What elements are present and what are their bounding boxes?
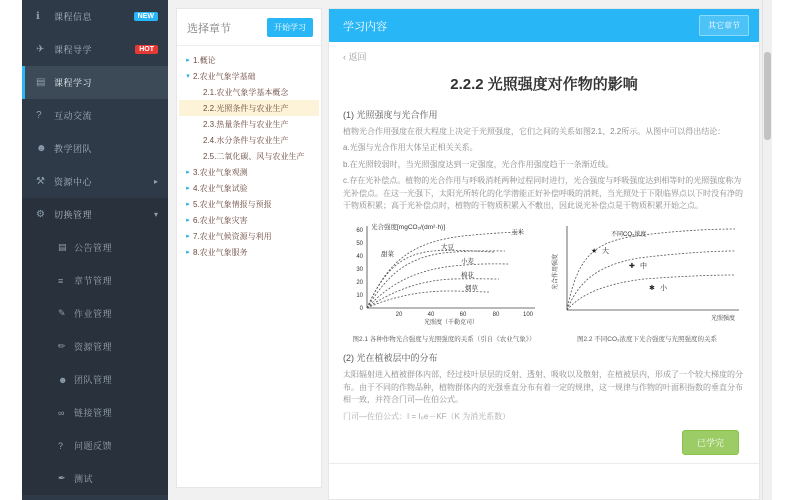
x-tick: 60 <box>459 312 467 319</box>
page-title: 2.2.2 光照强度对作物的影响 <box>450 76 638 93</box>
content-header-title: 学习内容 <box>343 20 387 33</box>
users-icon: ☻ <box>58 374 68 385</box>
section-1-heading: (1) 光照强度与光合作用 <box>343 110 438 120</box>
x-tick: 100 <box>522 312 534 319</box>
users-icon: ☻ <box>36 143 47 154</box>
sidebar-subitem-label: 公告管理 <box>74 243 113 253</box>
sidebar-submenu <box>22 231 168 495</box>
series-label-medium: 中 <box>640 263 647 271</box>
question-icon: ? <box>36 110 42 121</box>
tree-item-label: 2.5.二氧化碳、风与农业生产 <box>203 151 305 161</box>
sidebar-item-label: 互动交流 <box>54 111 93 121</box>
sidebar-subitem-label: 测试 <box>74 474 94 484</box>
tree-item-ch4[interactable] <box>179 180 319 196</box>
chevron-right-icon: ▸ <box>186 217 190 224</box>
hot-badge: HOT <box>135 45 158 54</box>
tree-item-label: 1.概论 <box>193 55 216 65</box>
new-badge: NEW <box>134 12 158 21</box>
sitemap-icon: ≡ <box>58 275 64 286</box>
question-icon: ? <box>58 440 64 451</box>
info-icon: ℹ <box>36 11 40 22</box>
right-gutter <box>772 0 800 500</box>
learning-content-panel <box>328 8 760 500</box>
link-icon: ∞ <box>58 407 65 418</box>
tree-item-label: 3.农业气象观测 <box>193 167 248 177</box>
y-tick: 30 <box>356 267 363 274</box>
chevron-right-icon: ▸ <box>186 57 190 64</box>
y-tick: 0 <box>359 306 363 313</box>
sidebar-item-course-guide[interactable] <box>22 33 168 66</box>
tree-item-ch1[interactable] <box>179 52 319 68</box>
tree-item-label: 5.农业气象情报与预报 <box>193 199 272 209</box>
y-axis-label: 光合作用强度 <box>553 254 559 291</box>
y-tick: 20 <box>356 280 363 287</box>
chevron-right-icon: ▸ <box>153 177 158 186</box>
start-learning-button[interactable]: 开始学习 <box>267 18 313 37</box>
tree-item-ch2-5[interactable] <box>179 148 319 164</box>
sidebar-subitem-label: 资源管理 <box>74 342 113 352</box>
sidebar <box>22 0 168 500</box>
sidebar-item-course-info[interactable] <box>22 0 168 33</box>
y-tick: 40 <box>356 254 363 261</box>
tree-item-label: 7.农业气候资源与利用 <box>193 231 272 241</box>
paragraph: b.在光照较弱时，当光照强度达到一定强度，光合作用强度趋于一条渐近线。 <box>343 159 614 169</box>
sidebar-item-interaction[interactable] <box>22 99 168 132</box>
sidebar-item-resource-center[interactable] <box>22 165 168 198</box>
chevron-down-icon: ▾ <box>153 210 158 219</box>
back-link[interactable]: ‹ 返回 <box>343 52 367 62</box>
book-icon: ▤ <box>58 242 67 252</box>
sidebar-item-teaching-team[interactable] <box>22 132 168 165</box>
tree-item-label: 2.3.热量条件与农业生产 <box>203 119 289 129</box>
x-axis-label: 光照强度 <box>711 316 736 323</box>
figure-2-2-caption: 图2.2 不同CO₂浓度下光合强度与光照强度的关系 <box>576 336 718 344</box>
tree-item-ch2[interactable] <box>179 68 319 84</box>
sidebar-item-label: 课程信息 <box>54 12 93 22</box>
scrollbar-thumb[interactable] <box>764 52 771 140</box>
sidebar-subitem-chapters[interactable] <box>22 264 168 297</box>
x-axis-label: 光照度（千勒克司） <box>423 320 479 327</box>
y-tick: 50 <box>356 241 363 248</box>
tree-item-label: 2.2.光照条件与农业生产 <box>203 103 289 113</box>
sidebar-item-management[interactable] <box>22 198 168 231</box>
sidebar-item-label: 教学团队 <box>54 144 93 154</box>
sidebar-subitem-announcements[interactable] <box>22 231 168 264</box>
chapter-tree <box>177 46 321 266</box>
pencil-icon: ✏ <box>58 341 66 351</box>
series-label-large: 大 <box>602 248 609 256</box>
paragraph: 太阳辐射进入植被群体内部，经过枝叶层层的反射、透射、吸收以及散射，在植被层内，形成了一个较大梯度的分布。由于不同的作物品种，植物群体内的光强垂直分布有着一定的规律，这一规律与作物的叶面积指数的垂直分布相一致，并符合门司—佐伯公式。 <box>343 370 743 405</box>
tree-item-label: 4.农业气象试验 <box>193 183 248 193</box>
sidebar-subitem-label: 问题反馈 <box>74 441 113 451</box>
sidebar-subitem-test[interactable] <box>22 462 168 495</box>
sidebar-item-label: 资源中心 <box>54 177 93 187</box>
formula-line: 门司—佐伯公式：I = I₀e－KF（K 为消光系数） <box>343 411 511 421</box>
tree-item-label: 2.1.农业气象学基本概念 <box>203 87 289 97</box>
sidebar-subitem-homework[interactable] <box>22 297 168 330</box>
tree-item-label: 2.4.水分条件与农业生产 <box>203 135 289 145</box>
chevron-right-icon: ▸ <box>186 249 190 256</box>
scrollbar-track[interactable] <box>762 0 771 500</box>
tree-item-ch7[interactable] <box>179 228 319 244</box>
chevron-right-icon: ▸ <box>186 169 190 176</box>
tree-item-ch5[interactable] <box>179 196 319 212</box>
send-icon: ✈ <box>36 44 45 55</box>
tree-item-ch8[interactable] <box>179 244 319 260</box>
series-label-small: 小 <box>660 285 667 293</box>
tree-item-label: 6.农业气象灾害 <box>193 215 248 225</box>
figure-2-2-chart <box>549 220 745 328</box>
cross-marker-icon: ✚ <box>629 263 635 271</box>
series-label-corn: 玉米 <box>511 229 524 237</box>
sidebar-subitem-links[interactable] <box>22 396 168 429</box>
paragraph: a.光强与光合作用大体呈正相关关系。 <box>343 143 478 153</box>
chevron-right-icon: ▸ <box>186 185 190 192</box>
star-marker-icon: ★ <box>591 248 598 256</box>
annotation-co2: 不同CO₂浓度 <box>611 232 647 239</box>
series-label-beet: 甜菜 <box>381 251 394 259</box>
chapter-panel <box>176 8 322 488</box>
wrench-icon: ⚒ <box>36 176 45 187</box>
sidebar-subitem-team[interactable] <box>22 363 168 396</box>
sidebar-subitem-label: 章节管理 <box>74 276 113 286</box>
figure-2-1-chart <box>343 220 545 328</box>
other-chapters-button[interactable]: 其它章节 <box>699 15 749 36</box>
book-icon: ▤ <box>36 77 46 88</box>
series-label-tobacco: 烟草 <box>465 285 478 293</box>
sidebar-item-course-learning[interactable] <box>22 66 168 99</box>
figure-2-1 <box>343 220 545 343</box>
chapter-panel-title: 选择章节 <box>187 22 231 35</box>
tree-item-ch3[interactable] <box>179 164 319 180</box>
asterisk-marker-icon: ✱ <box>649 285 655 293</box>
paragraph: 植物光合作用强度在很大程度上决定于光照强度，它们之间的关系如图2.1、2.2所示。从图中可以得出结论： <box>343 127 726 136</box>
series-label-soybean: 大豆 <box>441 244 454 252</box>
y-tick: 10 <box>356 293 363 300</box>
tree-item-ch6[interactable] <box>179 212 319 228</box>
figure-2-1-caption: 图2.1 各种作物光合强度与光照强度的关系（引自《农业气象》） <box>352 336 536 344</box>
tree-item-label: 2.农业气象学基础 <box>193 71 256 81</box>
x-tick: 80 <box>492 312 500 319</box>
sidebar-subitem-resources[interactable] <box>22 330 168 363</box>
x-tick: 20 <box>395 312 403 319</box>
chevron-right-icon: ▸ <box>186 233 190 240</box>
sidebar-subitem-label: 作业管理 <box>74 309 113 319</box>
section-2-heading: (2) 光在植被层中的分布 <box>343 353 438 364</box>
finished-learning-button[interactable]: 已学完 <box>682 430 739 455</box>
tree-item-ch2-1[interactable] <box>179 84 319 100</box>
series-label-wheat: 小麦 <box>461 258 474 266</box>
y-axis-title: 光合强度[mgCO₂/(dm²·h)] <box>371 224 446 232</box>
divider <box>329 463 759 464</box>
figure-2-2 <box>549 220 745 343</box>
sidebar-item-label: 课程导学 <box>54 45 93 55</box>
x-tick: 40 <box>427 312 435 319</box>
sidebar-subitem-label: 团队管理 <box>74 375 113 385</box>
test-icon: ✒ <box>58 473 66 483</box>
tree-item-ch2-3[interactable] <box>179 116 319 132</box>
tree-item-ch2-4[interactable] <box>179 132 319 148</box>
tree-item-label: 8.农业气象服务 <box>193 247 248 257</box>
y-tick: 60 <box>356 228 363 235</box>
tree-item-ch2-2-selected[interactable] <box>179 100 319 116</box>
gears-icon: ⚙ <box>36 209 45 220</box>
paragraph: c.存在光补偿点。植物的光合作用与呼吸消耗两种过程同时进行，光合强度与呼吸强度达到相等时的光照强度称为光补偿点。在这一光强下，太阳光所转化的化学潜能正好补偿呼吸的消耗，当光照处于下限临界点以下时没有净的干物质积累；高于光补偿点时，植物的干物质积累入不敷出，因此说光补偿点是干物质积累开始之点。 <box>343 176 743 210</box>
sidebar-subitem-label: 链接管理 <box>74 408 113 418</box>
sidebar-subitem-feedback[interactable] <box>22 429 168 462</box>
chevron-right-icon: ▸ <box>186 201 190 208</box>
chevron-down-icon: ▾ <box>186 73 190 80</box>
sidebar-item-label: 切换管理 <box>54 210 93 220</box>
sidebar-item-label: 课程学习 <box>54 78 93 88</box>
edit-icon: ✎ <box>58 308 66 318</box>
series-label-cotton: 棉花 <box>461 272 474 280</box>
